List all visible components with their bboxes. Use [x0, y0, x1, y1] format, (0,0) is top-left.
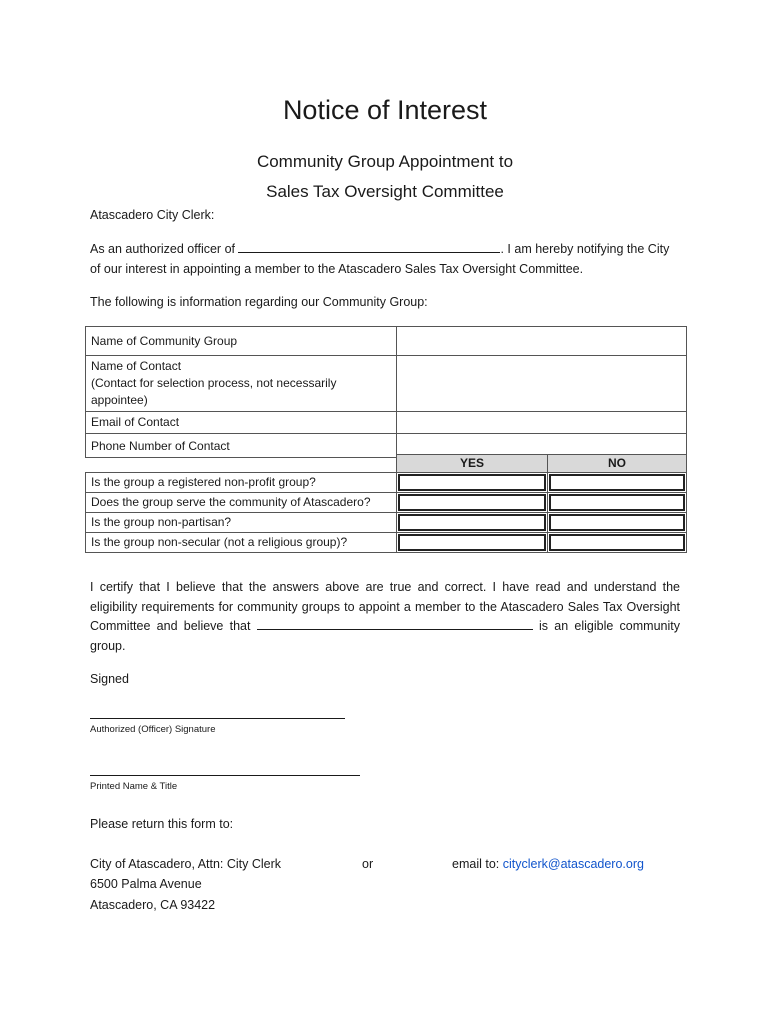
- table-row: [86, 356, 687, 412]
- certification-text-1: I certify that I believe that the answers above are true and correct. I have read and understand the eligibility requirements for community groups to appoint a member to the Atascadero Sales Tax Oversight Committee and believe that: [90, 580, 680, 633]
- contact-name-label-text: Name of Contact: [91, 359, 182, 373]
- table-row: [86, 513, 687, 533]
- contact-phone-label: Phone Number of Contact: [86, 434, 397, 458]
- return-heading: Please return this form to:: [90, 817, 234, 831]
- question-nonpartisan: Is the group non-partisan?: [86, 513, 397, 533]
- nonsecular-no-checkbox[interactable]: [548, 533, 687, 553]
- printed-name-line[interactable]: [90, 775, 360, 776]
- community-group-name-field[interactable]: [257, 629, 533, 630]
- contact-name-note-1: (Contact for selection process, not necessarily: [91, 376, 337, 390]
- table-row: [86, 533, 687, 553]
- certification-paragraph: [90, 578, 680, 656]
- nonpartisan-no-checkbox[interactable]: [548, 513, 687, 533]
- group-name-label: Name of Community Group: [86, 327, 397, 356]
- address-line-3: Atascadero, CA 93422: [90, 898, 216, 912]
- community-group-info-table: [85, 326, 687, 458]
- subtitle-line-1: Community Group Appointment to: [256, 152, 514, 171]
- contact-email-field[interactable]: [397, 412, 687, 434]
- question-nonprofit: Is the group a registered non-profit group?: [86, 473, 397, 493]
- table-row: [86, 493, 687, 513]
- address-line-1: City of Atascadero, Attn: City Clerk: [90, 857, 282, 871]
- contact-name-note-2: appointee): [91, 393, 148, 407]
- yes-header: YES: [397, 455, 548, 473]
- table-row: [86, 327, 687, 356]
- contact-name-field[interactable]: [397, 356, 687, 412]
- signature-line[interactable]: [90, 718, 345, 719]
- contact-email-label: Email of Contact: [86, 412, 397, 434]
- group-name-field[interactable]: [397, 327, 687, 356]
- serves-community-no-checkbox[interactable]: [548, 493, 687, 513]
- signature-label: Authorized (Officer) Signature: [90, 724, 216, 735]
- intro-line-2: of our interest in appointing a member to the Atascadero Sales Tax Oversight Committee.: [90, 262, 584, 276]
- intro-line-1: [90, 242, 669, 256]
- address-line-2: 6500 Palma Avenue: [90, 877, 202, 891]
- salutation: Atascadero City Clerk:: [90, 208, 215, 222]
- nonpartisan-yes-checkbox[interactable]: [397, 513, 548, 533]
- intro-after-blank: . I am hereby notifying the City: [500, 242, 670, 256]
- nonprofit-no-checkbox[interactable]: [548, 473, 687, 493]
- printed-name-label: Printed Name & Title: [90, 781, 178, 792]
- table-row: [86, 455, 687, 473]
- no-header: NO: [548, 455, 687, 473]
- or-text: or: [362, 857, 374, 871]
- table-row: [86, 412, 687, 434]
- email-label: email to:: [452, 857, 500, 871]
- email-line: [452, 857, 644, 871]
- eligibility-table: [85, 454, 687, 553]
- contact-name-label: [86, 356, 397, 412]
- subtitle-line-2: Sales Tax Oversight Committee: [266, 182, 504, 201]
- serves-community-yes-checkbox[interactable]: [397, 493, 548, 513]
- signed-label: Signed: [90, 672, 129, 686]
- info-lead: The following is information regarding our Community Group:: [90, 295, 428, 309]
- nonsecular-yes-checkbox[interactable]: [397, 533, 548, 553]
- question-nonsecular: Is the group non-secular (not a religious group)?: [86, 533, 397, 553]
- page-title: Notice of Interest: [282, 95, 488, 125]
- officer-of-field[interactable]: [238, 252, 500, 253]
- intro-before-blank: As an authorized officer of: [90, 242, 235, 256]
- email-link[interactable]: cityclerk@atascadero.org: [502, 857, 644, 871]
- question-serves-community: Does the group serve the community of Atascadero?: [86, 493, 397, 513]
- nonprofit-yes-checkbox[interactable]: [397, 473, 548, 493]
- table-row: [86, 473, 687, 493]
- certification-text-2: is an eligible community group.: [90, 619, 680, 653]
